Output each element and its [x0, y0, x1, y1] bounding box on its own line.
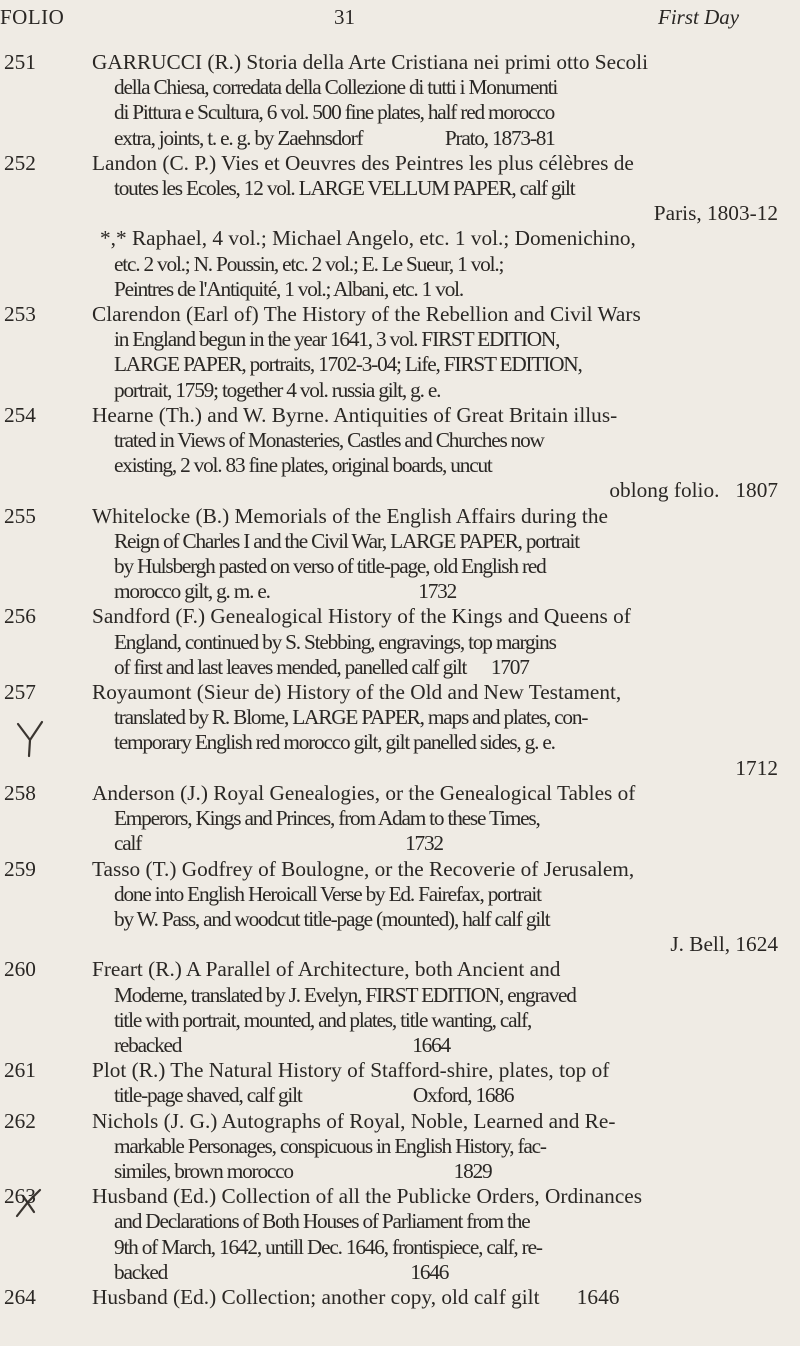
lot-number: 251 — [4, 50, 36, 74]
lot-line: GARRUCCI (R.) Storia della Arte Cristiana nei primi otto Secoli — [92, 50, 649, 74]
lot-line: by W. Pass, and woodcut title-page (mounted), half calf gilt — [114, 906, 550, 931]
lot-line: Husband (Ed.) Collection; another copy, old calf gilt 1646 — [92, 1284, 620, 1309]
lot-line: di Pittura e Scultura, 6 vol. 500 fine plates, half red morocco — [114, 100, 555, 125]
lot-note: Peintres de l'Antiquité, 1 vol.; Albani, etc. 1 vol. — [114, 276, 463, 301]
lot-line: backed 1646 — [114, 1259, 449, 1284]
lot-entry — [0, 957, 778, 1058]
lot-line: Paris, 1803-12 — [653, 201, 778, 226]
lot-line: and Declarations of Both Houses of Parliament from the — [114, 1209, 530, 1234]
lot-line: translated by R. Blome, LARGE PAPER, maps and plates, con- — [114, 705, 588, 730]
lot-line: J. Bell, 1624 — [670, 932, 778, 957]
lot-number: 264 — [4, 1284, 36, 1309]
lot-line: Whitelocke (B.) Memorials of the English Affairs during the — [92, 503, 608, 528]
lot-number: 260 — [4, 957, 36, 982]
lot-number: 258 — [4, 780, 36, 805]
lot-number: 259 — [4, 856, 36, 881]
lot-number: 252 — [4, 150, 36, 175]
lot-line: done into English Heroicall Verse by Ed. Fairefax, portrait — [114, 881, 541, 906]
lot-entry — [0, 781, 778, 857]
lot-entry — [0, 857, 778, 958]
lot-line: extra, joints, t. e. g. by Zaehnsdorf Prato, 1873-81 — [114, 125, 555, 150]
lot-line: England, continued by S. Stebbing, engravings, top margins — [114, 629, 556, 654]
lot-line: morocco gilt, g. m. e. 1732 — [114, 579, 457, 604]
lot-line: Anderson (J.) Royal Genealogies, or the Genealogical Tables of — [92, 780, 636, 805]
lot-line: markable Personages, conspicuous in English History, fac- — [114, 1133, 546, 1158]
lot-note: *,* Raphael, 4 vol.; Michael Angelo, etc. 1 vol.; Domenichino, — [100, 226, 636, 251]
lot-line: portrait, 1759; together 4 vol. russia gilt, g. e. — [114, 377, 441, 402]
page-number: 31 — [334, 5, 355, 29]
lot-line: title-page shaved, calf gilt Oxford, 1686 — [114, 1083, 514, 1108]
lot-line: of first and last leaves mended, panelled calf gilt 1707 — [114, 654, 529, 679]
lot-number: 261 — [4, 1058, 36, 1083]
lot-line: rebacked 1664 — [114, 1032, 450, 1057]
lot-line: Nichols (J. G.) Autographs of Royal, Noble, Learned and Re- — [92, 1108, 616, 1133]
lot-line: in England begun in the year 1641, 3 vol. FIRST EDITION, — [114, 327, 560, 352]
lot-line: Landon (C. P.) Vies et Oeuvres des Peintres les plus célèbres de — [92, 150, 634, 175]
lot-line: Husband (Ed.) Collection of all the Publicke Orders, Ordinances — [92, 1184, 643, 1209]
folio-label: FOLIO — [0, 5, 65, 29]
lot-line: Sandford (F.) Genealogical History of the Kings and Queens of — [92, 604, 631, 629]
lot-line: Hearne (Th.) and W. Byrne. Antiquities of Great Britain illus- — [92, 402, 618, 427]
lot-note: etc. 2 vol.; N. Poussin, etc. 2 vol.; E. Le Sueur, 1 vol.; — [114, 251, 504, 276]
lot-entry — [0, 604, 778, 680]
lot-number: 257 — [4, 680, 36, 705]
lot-line: oblong folio. 1807 — [609, 478, 778, 503]
lot-entry — [0, 1058, 778, 1108]
lot-entry — [0, 403, 778, 504]
sale-day: First Day — [658, 5, 740, 29]
catalogue-entries — [0, 50, 800, 1310]
lot-number: 255 — [4, 503, 36, 528]
lot-line: existing, 2 vol. 83 fine plates, original boards, uncut — [114, 453, 492, 478]
lot-entry — [0, 1184, 778, 1285]
lot-entry — [0, 50, 778, 151]
lot-entry — [0, 1109, 778, 1185]
lot-line: Plot (R.) The Natural History of Stafford-shire, plates, top of — [92, 1058, 610, 1083]
lot-line: LARGE PAPER, portraits, 1702-3-04; Life, FIRST EDITION, — [114, 352, 582, 377]
lot-line: Emperors, Kings and Princes, from Adam to these Times, — [114, 806, 540, 831]
lot-line: Tasso (T.) Godfrey of Boulogne, or the Recoverie of Jerusalem, — [92, 856, 635, 881]
lot-entry — [0, 1285, 778, 1310]
lot-number: 256 — [4, 604, 36, 629]
lot-line: Moderne, translated by J. Evelyn, FIRST EDITION, engraved — [114, 982, 576, 1007]
lot-line: Clarendon (Earl of) The History of the Rebellion and Civil Wars — [92, 302, 641, 327]
lot-line: temporary English red morocco gilt, gilt panelled sides, g. e. — [114, 730, 555, 755]
page-header — [0, 5, 800, 41]
lot-line: Freart (R.) A Parallel of Architecture, both Ancient and — [92, 957, 561, 982]
lot-number: 263 — [4, 1184, 36, 1209]
lot-line: by Hulsbergh pasted on verso of title-page, old English red — [114, 554, 546, 579]
lot-entry — [0, 680, 778, 781]
lot-entry — [0, 302, 778, 403]
lot-line: toutes les Ecoles, 12 vol. LARGE VELLUM PAPER, calf gilt — [114, 176, 575, 201]
lot-number: 262 — [4, 1108, 36, 1133]
lot-number: 254 — [4, 402, 36, 427]
lot-line: trated in Views of Monasteries, Castles and Churches now — [114, 428, 544, 453]
lot-line: calf 1732 — [114, 831, 443, 856]
lot-line: title with portrait, mounted, and plates, title wanting, calf, — [114, 1007, 532, 1032]
lot-line: Reign of Charles I and the Civil War, LARGE PAPER, portrait — [114, 528, 579, 553]
lot-line: della Chiesa, corredata della Collezione di tutti i Monumenti — [114, 75, 558, 100]
lot-line: 9th of March, 1642, untill Dec. 1646, frontispiece, calf, re- — [114, 1234, 542, 1259]
lot-line: Royaumont (Sieur de) History of the Old and New Testament, — [92, 680, 622, 705]
lot-entry — [0, 151, 778, 302]
lot-line: 1712 — [735, 755, 778, 780]
lot-number: 253 — [4, 302, 36, 327]
lot-line: similes, brown morocco 1829 — [114, 1158, 492, 1183]
lot-entry — [0, 504, 778, 605]
